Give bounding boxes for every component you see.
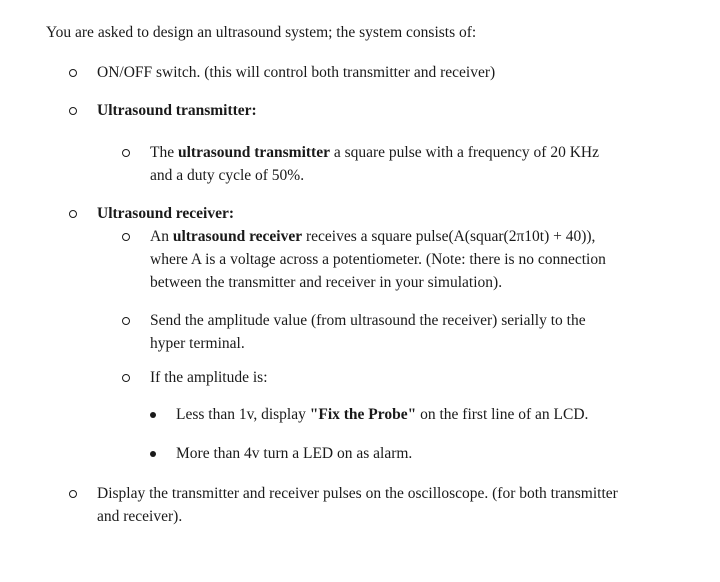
send-amplitude-line1: Send the amplitude value (from ultrasound the receiver) serially to the bbox=[150, 312, 586, 329]
intro-text: You are asked to design an ultrasound system; the system consists of: bbox=[46, 24, 477, 41]
circle-bullet-icon bbox=[69, 490, 77, 498]
receiver-desc-line1: An ultrasound receiver receives a square pulse(A(squar(2π10t) + 40)), bbox=[150, 228, 596, 245]
circle-bullet-icon bbox=[122, 233, 130, 241]
circle-bullet-icon bbox=[122, 317, 130, 325]
display-pulses-line1: Display the transmitter and receiver pulses on the oscilloscope. (for both transmitter bbox=[97, 485, 618, 502]
receiver-desc-line2: where A is a voltage across a potentiometer. (Note: there is no connection bbox=[150, 251, 606, 268]
item-receiver-title: Ultrasound receiver: bbox=[97, 205, 235, 222]
circle-bullet-icon bbox=[69, 210, 77, 218]
circle-bullet-icon bbox=[69, 69, 77, 77]
transmitter-desc-line1: The ultrasound transmitter a square pulse with a frequency of 20 KHz bbox=[150, 144, 599, 161]
transmitter-desc-line2: and a duty cycle of 50%. bbox=[150, 167, 305, 184]
circle-bullet-icon bbox=[122, 374, 130, 382]
filled-bullet-icon bbox=[150, 412, 156, 418]
circle-bullet-icon bbox=[69, 107, 77, 115]
item-on-off-switch: ON/OFF switch. (this will control both transmitter and receiver) bbox=[97, 64, 496, 81]
send-amplitude-line2: hyper terminal. bbox=[150, 335, 245, 352]
condition-less-than-1v: Less than 1v, display "Fix the Probe" on the first line of an LCD. bbox=[176, 406, 589, 423]
amplitude-condition-intro: If the amplitude is: bbox=[150, 369, 268, 386]
receiver-desc-line3: between the transmitter and receiver in your simulation). bbox=[150, 274, 503, 291]
circle-bullet-icon bbox=[122, 149, 130, 157]
filled-bullet-icon bbox=[150, 451, 156, 457]
display-pulses-line2: and receiver). bbox=[97, 508, 183, 525]
condition-more-than-4v: More than 4v turn a LED on as alarm. bbox=[176, 445, 413, 462]
item-transmitter-title: Ultrasound transmitter: bbox=[97, 102, 257, 119]
